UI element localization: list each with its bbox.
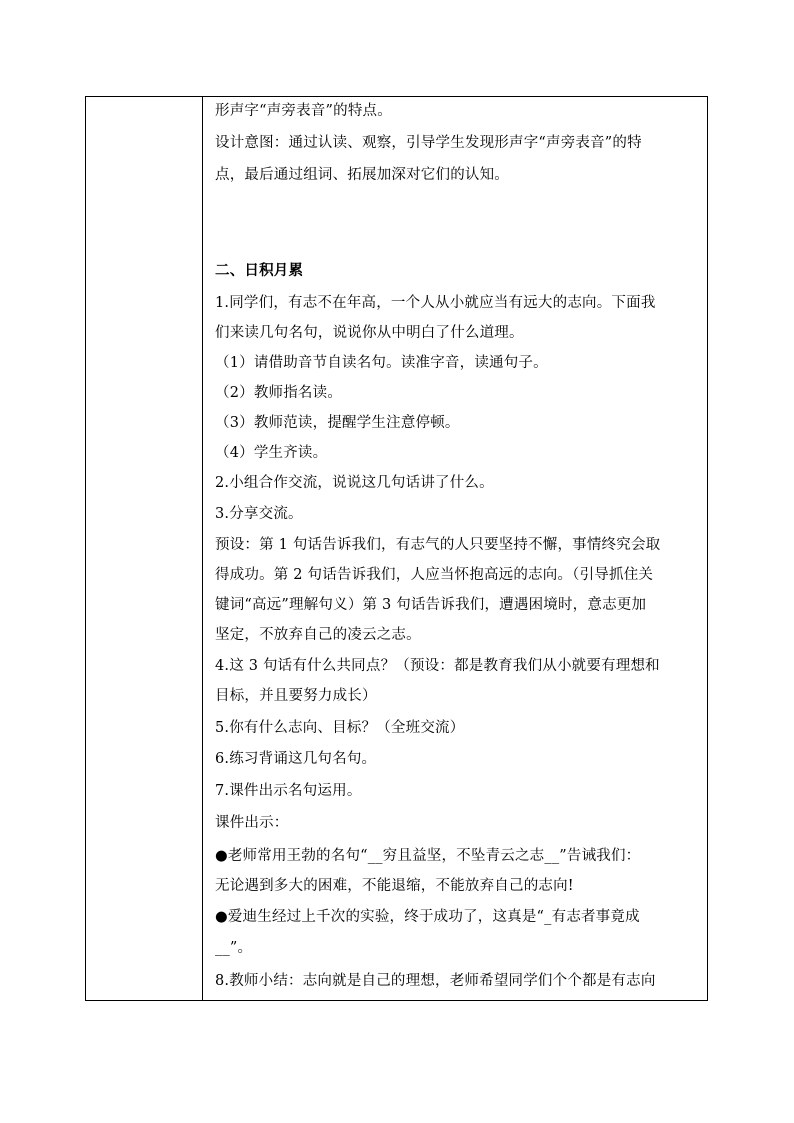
text-line: 键词“高远”理解句义）第 3 句话告诉我们，遭遇困境时，意志更加: [215, 597, 647, 613]
text-line: 8.教师小结：志向就是自己的理想，老师希望同学们个个都是有志向: [215, 973, 656, 989]
text-line: 4.这 3 句话有什么共同点？（预设：都是教育我们从小就要有理想和: [215, 658, 660, 674]
text-line: 们来读几句名句，说说你从中明白了什么道理。: [215, 325, 524, 341]
text-line: 无论遇到多大的困难，不能退缩，不能放弃自己的志向!: [215, 878, 574, 894]
text-line: 设计意图：通过认读、观察，引导学生发现形声字“声旁表音”的特: [215, 135, 642, 151]
table-left-column: [86, 97, 203, 1000]
text-line: 1.同学们，有志不在年高，一个人从小就应当有远大的志向。下面我: [215, 295, 656, 311]
text-line: 预设：第 1 句话告诉我们，有志气的人只要坚持不懈，事情终究会取: [215, 537, 661, 553]
text-line: 形声字“声旁表音”的特点。: [215, 103, 392, 119]
text-line: 2.小组合作交流，说说这几句话讲了什么。: [215, 475, 494, 491]
text-line: 得成功。第 2 句话告诉我们，人应当怀抱高远的志向。（引导抓住关: [215, 567, 654, 583]
bullet-line: ●爱迪生经过上千次的实验，终于成功了，这真是“_有志者事竟成: [215, 909, 640, 925]
text-line: __”。: [215, 940, 253, 956]
lesson-plan-table: [85, 96, 708, 1001]
table-content-cell: [203, 97, 707, 1000]
text-line: 课件出示：: [215, 815, 289, 831]
text-line: 坚定，不放弃自己的凌云之志。: [215, 627, 421, 643]
text-line: 7.课件出示名句运用。: [215, 783, 362, 799]
text-line: 3.分享交流。: [215, 506, 303, 522]
text-line: （3）教师范读，提醒学生注意停顿。: [215, 415, 460, 431]
text-line: 6.练习背诵这几句名句。: [215, 751, 377, 767]
bullet-line: ●老师常用王勃的名句“__穷且益坚，不坠青云之志__”告诫我们：: [215, 848, 641, 864]
text-line: 点，最后通过组词、拓展加深对它们的认知。: [215, 167, 509, 183]
text-line: 目标，并且要努力成长）: [215, 688, 377, 704]
section-heading: 二、日积月累: [215, 263, 304, 279]
text-line: （1）请借助音节自读名句。读准字音，读通句子。: [215, 355, 548, 371]
text-line: （2）教师指名读。: [215, 385, 343, 401]
text-line: （4）学生齐读。: [215, 445, 328, 461]
text-line: 5.你有什么志向、目标？（全班交流）: [215, 720, 465, 736]
